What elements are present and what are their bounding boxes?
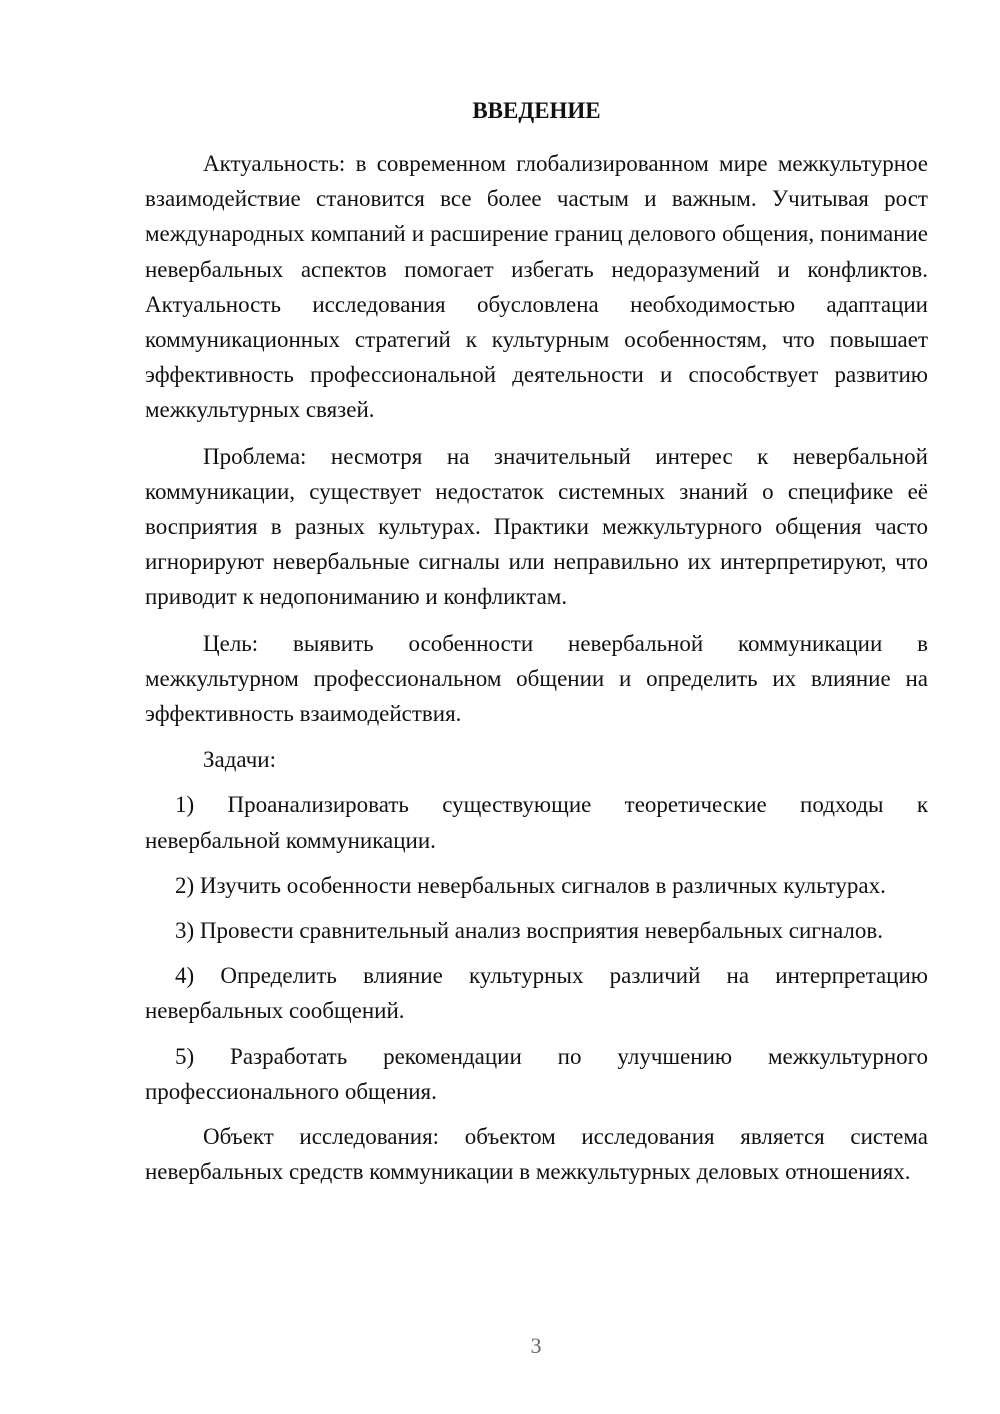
page-number: 3 bbox=[530, 1333, 542, 1358]
task-item-4: 4) Определить влияние культурных различий на интерпретацию невербальных сообщений. bbox=[145, 963, 928, 1024]
research-object-paragraph: Объект исследования: объектом исследования является система невербальных средств коммуникации в межкультурных деловых отношениях. bbox=[145, 1124, 928, 1185]
tasks-heading: Задачи: bbox=[203, 747, 276, 773]
goal-paragraph: Цель: выявить особенности невербальной коммуникации в межкультурном профессиональном общении и определить их влияние на эффективность взаимодействия. bbox=[145, 630, 928, 727]
problem-paragraph: Проблема: несмотря на значительный интерес к невербальной коммуникации, существует недостаток системных знаний о специфике её восприятия в разных культурах. Практики межкультурного общения часто игнорируют невербальные сигналы или неправильно их интерпретируют, что приводит к недопониманию и конфликтам. bbox=[145, 443, 928, 610]
document-body bbox=[145, 93, 928, 1200]
task-item-2: 2) Изучить особенности невербальных сигналов в различных культурах. bbox=[175, 872, 886, 898]
task-item-3: 3) Провести сравнительный анализ восприятия невербальных сигналов. bbox=[175, 918, 884, 944]
relevance-paragraph: Актуальность: в современном глобализированном мире межкультурное взаимодействие становится все более частым и важным. Учитывая рост международных компаний и расширение границ делового общения, понимание невербальных аспектов помогает избегать недоразумений и конфликтов. Актуальность исследования обусловлена необходимостью адаптации коммуникационных стратегий к культурным особенностям, что повышает эффективность профессиональной деятельности и способствует развитию межкультурных связей. bbox=[145, 151, 928, 423]
page-title: ВВЕДЕНИЕ bbox=[472, 98, 601, 123]
task-item-5: 5) Разработать рекомендации по улучшению межкультурного профессионального общения. bbox=[145, 1043, 928, 1104]
task-item-1: 1) Проанализировать существующие теоретические подходы к невербальной коммуникации. bbox=[145, 792, 928, 853]
